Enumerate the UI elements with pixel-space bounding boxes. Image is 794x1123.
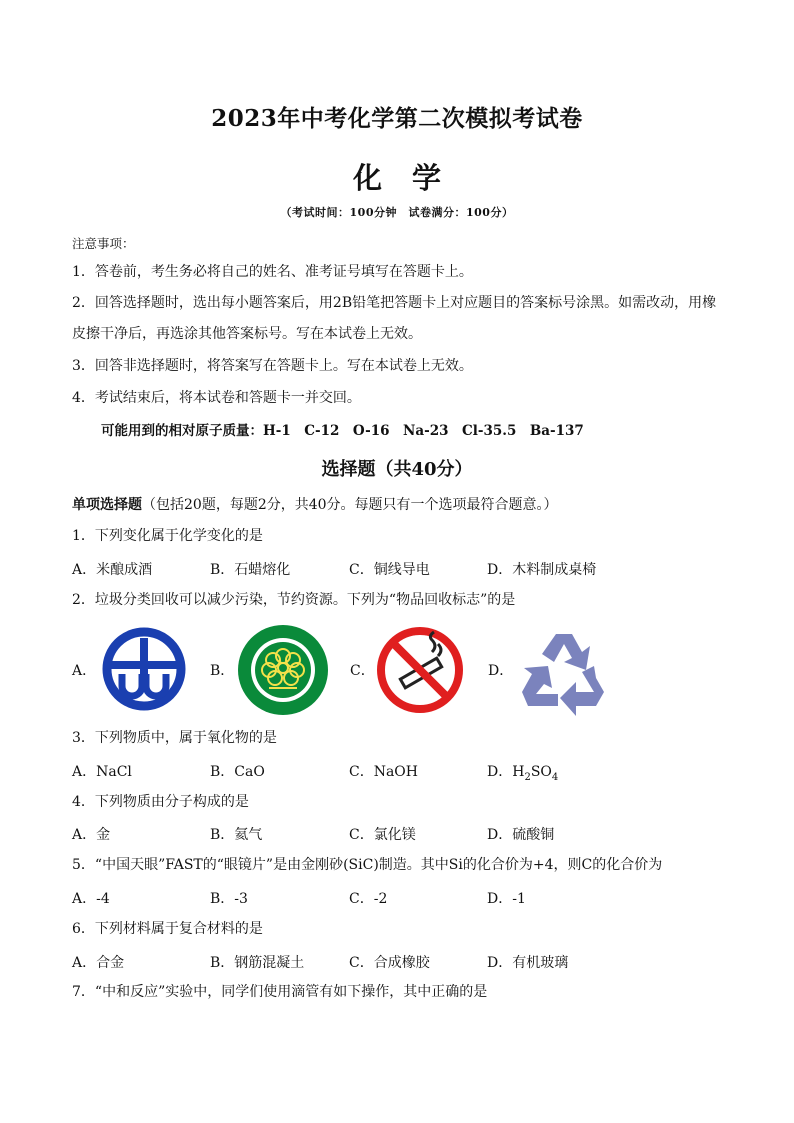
option-d-prefix: D．H	[487, 764, 525, 780]
page-title: 2023年中考化学第二次模拟考试卷	[211, 105, 583, 132]
option: B．钢筋混凝土	[210, 955, 305, 971]
option: A．-4	[72, 891, 110, 907]
section-title: 选择题（共40分）	[321, 459, 473, 480]
option: D．有机玻璃	[487, 955, 569, 971]
section-intro	[72, 496, 558, 514]
option: A．	[72, 663, 97, 679]
question-stem: 6．下列材料属于复合材料的是	[72, 921, 263, 937]
china-environmental-label-icon	[235, 622, 331, 718]
section-intro-bold: 单项选择题	[72, 497, 142, 513]
option: A．金	[72, 827, 111, 843]
option: D．硫酸铜	[487, 827, 555, 843]
recycle-icon	[516, 622, 612, 718]
logo-options	[72, 622, 632, 718]
notice-item: 3．回答非选择题时，将答案写在答题卡上。写在本试卷上无效。	[72, 358, 473, 374]
formula-subscript: 4	[551, 771, 559, 783]
notice-item: 2．回答选择题时，选出每小题答案后，用2B铅笔把答题卡上对应题目的答案标号涂黑。如需改动，用橡	[72, 295, 717, 311]
option: B．-3	[210, 891, 248, 907]
no-smoking-icon	[374, 622, 466, 718]
option	[487, 761, 558, 783]
exam-duration-score: （考试时间：100分钟 试卷满分：100分）	[280, 206, 514, 219]
notice-item: 4．考试结束后，将本试卷和答题卡一并交回。	[72, 390, 361, 406]
question-stem: 5．“中国天眼”FAST的“眼镜片”是由金刚砂(SiC)制造。其中Si的化合价为+4，则C的化合价为	[72, 857, 663, 873]
question-stem: 7．“中和反应”实验中，同学们使用滴管有如下操作，其中正确的是	[72, 984, 488, 1000]
formula-mid: SO	[530, 764, 552, 780]
question-stem: 1．下列变化属于化学变化的是	[72, 528, 263, 544]
option: B．CaO	[210, 764, 265, 780]
option: C．NaOH	[349, 764, 418, 780]
notice-item: 皮擦干净后，再选涂其他答案标号。写在本试卷上无效。	[72, 326, 422, 342]
section-intro-rest: （包括20题，每题2分，共40分。每题只有一个选项最符合题意。）	[142, 497, 558, 513]
formula-subscript: 2	[524, 771, 531, 783]
option: D．	[488, 663, 514, 679]
question-stem: 3．下列物质中，属于氧化物的是	[72, 730, 277, 746]
option: A．合金	[72, 955, 125, 971]
option: B．氦气	[210, 827, 263, 843]
option: C．合成橡胶	[349, 955, 430, 971]
option: C．氯化镁	[349, 827, 416, 843]
atomic-masses: 可能用到的相对原子质量：H-1 C-12 O-16 Na-23 Cl-35.5 Ba-137	[101, 423, 584, 439]
question-stem: 2．垃圾分类回收可以减少污染，节约资源。下列为“物品回收标志”的是	[72, 592, 516, 608]
option: C．铜线导电	[349, 562, 430, 578]
option: C．	[350, 663, 375, 679]
water-saving-icon	[100, 622, 188, 718]
option: B．	[210, 663, 235, 679]
notice-item: 1．答卷前，考生务必将自己的姓名、准考证号填写在答题卡上。	[72, 264, 473, 280]
option: A．米酿成酒	[72, 562, 153, 578]
option: A．NaCl	[72, 764, 132, 780]
option: D．-1	[487, 891, 526, 907]
notice-heading: 注意事项：	[72, 236, 135, 251]
option: D．木料制成桌椅	[487, 562, 597, 578]
question-stem: 4．下列物质由分子构成的是	[72, 794, 249, 810]
option: B．石蜡熔化	[210, 562, 291, 578]
option: C．-2	[349, 891, 388, 907]
subject-title: 化学	[352, 161, 471, 195]
